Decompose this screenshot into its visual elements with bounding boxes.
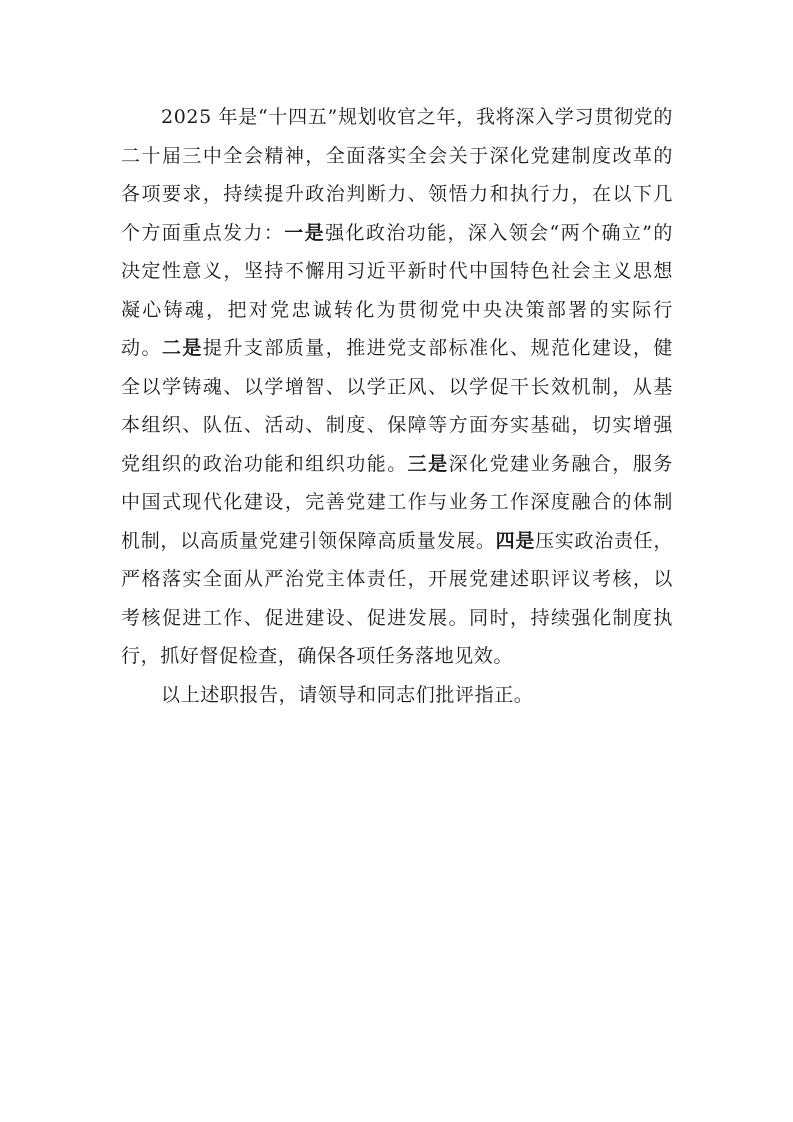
text-line: [121, 175, 673, 214]
text-run: 机制，以高质量党建引领保障高质量发展。: [121, 529, 496, 552]
text-run: 深化党建业务融合，服务: [448, 452, 673, 475]
text-run: 凝心铸魂，把对党忠诚转化为贯彻党中央决策部署的实际行: [121, 298, 673, 321]
text-line: [121, 445, 673, 484]
text-line: [121, 637, 673, 676]
point-marker-2: 二是: [161, 337, 203, 359]
text-run: 行，抓好督促检查，确保各项任务落地见效。: [121, 645, 514, 667]
text-run: 本组织、队伍、活动、制度、保障等方面夯实基础，切实增强: [121, 414, 673, 436]
text-line: [121, 406, 673, 445]
text-line: [121, 329, 673, 368]
body-paragraph: [121, 98, 673, 676]
text-run: 考核促进工作、促进建设、促进发展。同时，持续强化制度执: [121, 606, 673, 629]
text-run: 提升支部质量，推进党支部标准化、规范化建设，健: [202, 337, 673, 359]
text-line: [121, 98, 673, 137]
closing-text: 以上述职报告，请领导和同志们批评指正。: [161, 683, 534, 706]
text-run: 压实政治责任，: [535, 529, 673, 552]
text-line: [121, 483, 673, 522]
text-run: 决定性意义，坚持不懈用习近平新时代中国特色社会主义思想: [121, 260, 673, 282]
document-page: [121, 98, 673, 714]
text-line: [121, 522, 673, 561]
point-marker-4: 四是: [495, 529, 536, 552]
text-line: [121, 252, 673, 291]
text-run: 动。: [121, 337, 162, 359]
text-line: [121, 137, 673, 176]
text-run: 各项要求，持续提升政治判断力、领悟力和执行力，在以下几: [121, 183, 673, 205]
text-line: [121, 368, 673, 407]
text-run: 二十届三中全会精神，全面落实全会关于深化党建制度改革的: [121, 144, 673, 167]
text-run: 个方面重点发力：: [121, 221, 285, 244]
text-line: [121, 291, 673, 330]
closing-paragraph: [121, 676, 673, 715]
text-line: [121, 560, 673, 599]
text-line: [121, 214, 673, 253]
text-line: [121, 599, 673, 638]
text-run: 2025 年是“十四五”规划收官之年，我将深入学习贯彻党的: [161, 106, 673, 128]
point-marker-1: 一是: [284, 221, 326, 244]
text-run: 党组织的政治功能和组织功能。: [121, 452, 408, 475]
text-line: [121, 676, 673, 715]
text-run: 中国式现代化建设，完善党建工作与业务工作深度融合的体制: [121, 491, 673, 513]
text-run: 严格落实全面从严治党主体责任，开展党建述职评议考核，以: [121, 568, 673, 590]
point-marker-3: 三是: [407, 452, 449, 475]
text-run: 强化政治功能，深入领会“两个确立”的: [325, 221, 673, 244]
text-run: 全以学铸魂、以学增智、以学正风、以学促干长效机制，从基: [121, 375, 673, 398]
